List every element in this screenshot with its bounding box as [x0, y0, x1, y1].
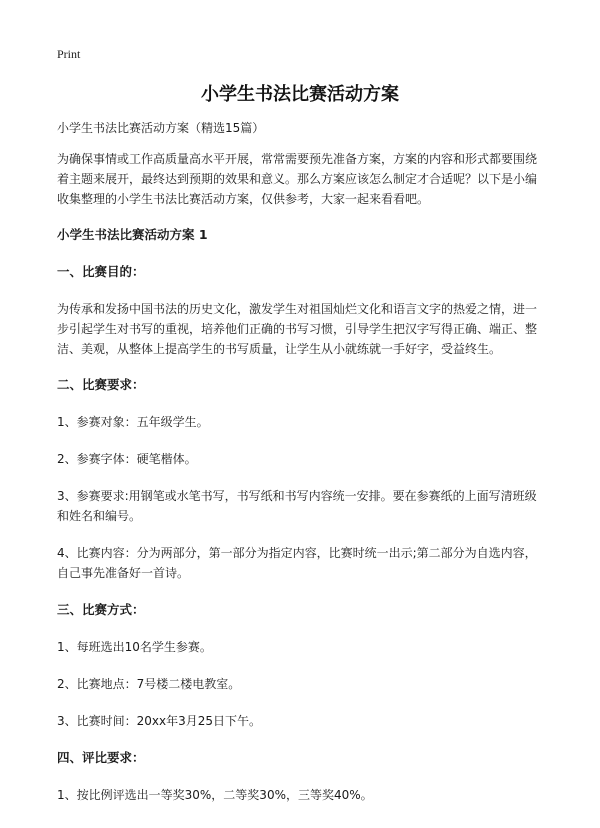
list-item: 2、比赛地点：7号楼二楼电教室。	[57, 677, 241, 691]
section-1-body: 为传承和发扬中国书法的历史文化，激发学生对祖国灿烂文化和语言文字的热爱之情，进一步引起学生对书写的重视，培养他们正确的书写习惯，引导学生把汉字写得正确、端正、整洁、美观，从整体上提高学生的书写质量，让学生从小就练就一手好字，受益终生。	[57, 302, 538, 356]
list-item: 1、参赛对象：五年级学生。	[57, 415, 209, 429]
list-item: 3、比赛时间：20xx年3月25日下午。	[57, 714, 262, 728]
document-body	[57, 118, 547, 822]
list-item: 3、参赛要求:用钢笔或水笔书写，书写纸和书写内容统一安排。要在参赛纸的上面写清班级和姓名和编号。	[57, 489, 537, 523]
section-2-title: 二、比赛要求：	[57, 377, 145, 392]
list-item: 1、按比例评选出一等奖30%，二等奖30%，三等奖40%。	[57, 788, 373, 802]
list-item: 4、比赛内容：分为两部分，第一部分为指定内容，比赛时统一出示;第二部分为自选内容，自己事先准备好一首诗。	[57, 546, 537, 580]
section-3-title: 三、比赛方式：	[57, 602, 145, 617]
plan-heading: 小学生书法比赛活动方案 1	[57, 227, 208, 242]
section-4-title: 四、评比要求：	[57, 750, 145, 765]
list-item: 1、每班选出10名学生参赛。	[57, 640, 212, 654]
page-title: 小学生书法比赛活动方案	[201, 84, 399, 105]
list-item: 2、参赛字体：硬笔楷体。	[57, 452, 197, 466]
intro-paragraph: 为确保事情或工作高质量高水平开展，常常需要预先准备方案，方案的内容和形式都要围绕着主题来展开，最终达到预期的效果和意义。那么方案应该怎么制定才合适呢？以下是小编收集整理的小学生书法比赛活动方案，仅供参考，大家一起来看看吧。	[57, 152, 538, 206]
print-label[interactable]: Print	[57, 47, 81, 61]
document-subtitle: 小学生书法比赛活动方案（精选15篇）	[57, 121, 265, 135]
section-1-title: 一、比赛目的：	[57, 264, 145, 279]
